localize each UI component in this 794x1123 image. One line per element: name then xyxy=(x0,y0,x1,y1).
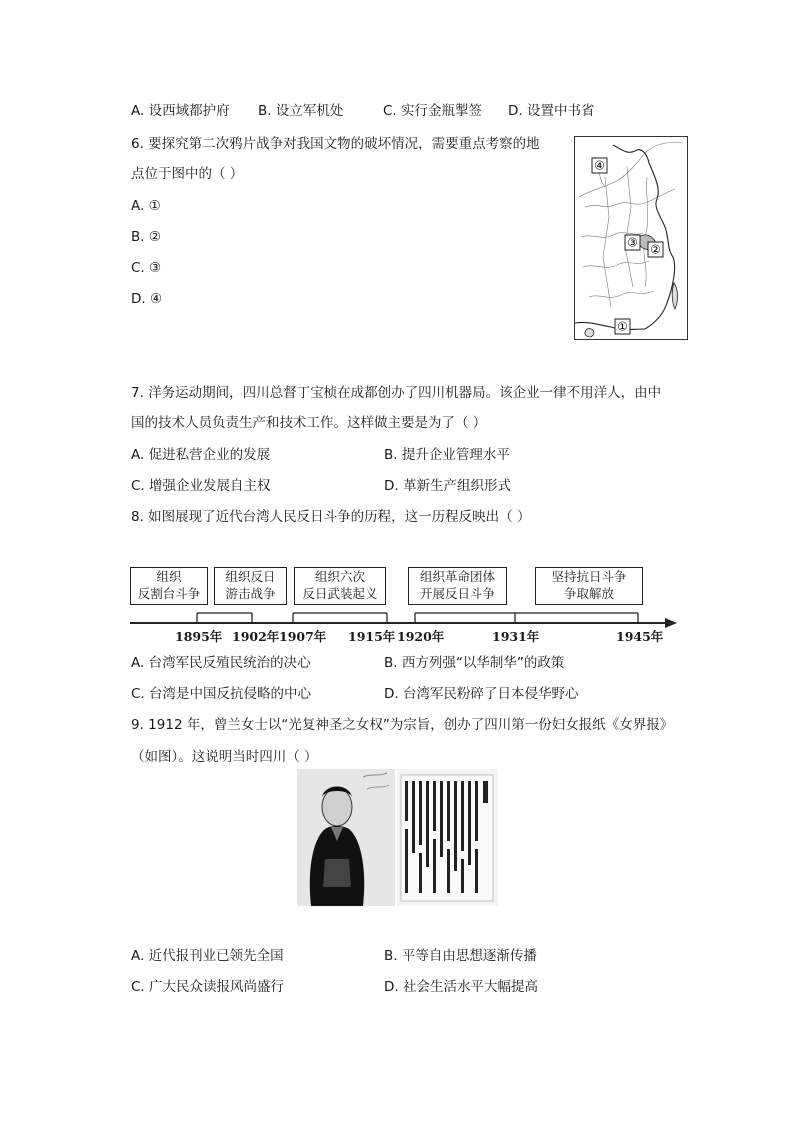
q7-stem-line2: 国的技术人员负责生产和技术工作。这样做主要是为了（ ） xyxy=(131,415,487,431)
china-map-figure xyxy=(574,136,688,340)
timeline-box-1-line1: 组织 xyxy=(156,569,182,584)
timeline-box-1-line2: 反割台斗争 xyxy=(137,586,201,601)
q9-option-a[interactable]: A. 近代报刊业已领先全国 xyxy=(131,948,284,964)
q8-option-b[interactable]: B. 西方列强“以华制华”的政策 xyxy=(384,655,565,671)
q9-stem-line1: 9. 1912 年，曾兰女士以“光复神圣之女权”为宗旨，创办了四川第一份妇女报纸《女界报》 xyxy=(131,717,674,733)
q5-option-d[interactable]: D. 设置中书省 xyxy=(508,103,595,119)
q7-option-b[interactable]: B. 提升企业管理水平 xyxy=(384,447,510,463)
q6-stem-line2: 点位于图中的（ ） xyxy=(131,166,244,182)
timeline-box-3-line2: 反日武装起义 xyxy=(302,586,378,601)
q8-option-a[interactable]: A. 台湾军民反殖民统治的决心 xyxy=(131,655,311,671)
timeline-year-1895: 1895年 xyxy=(175,629,223,644)
timeline-box-4-line2: 开展反日斗争 xyxy=(419,586,495,601)
q5-option-b[interactable]: B. 设立军机处 xyxy=(258,103,344,119)
q8-option-c[interactable]: C. 台湾是中国反抗侵略的中心 xyxy=(131,686,312,702)
q7-option-c[interactable]: C. 增强企业发展自主权 xyxy=(131,478,271,494)
q8-stem: 8. 如图展现了近代台湾人民反日斗争的历程，这一历程反映出（ ） xyxy=(131,509,531,525)
timeline-year-1902: 1902年 xyxy=(232,629,280,644)
q6-stem-line1: 6. 要探究第二次鸦片战争对我国文物的破坏情况，需要重点考察的地 xyxy=(131,136,540,152)
newspaper-photo xyxy=(297,769,498,906)
q5-option-c[interactable]: C. 实行金瓶掣签 xyxy=(383,103,483,119)
q5-option-a[interactable]: A. 设西域都护府 xyxy=(131,103,230,119)
q7-stem-line1: 7. 洋务运动期间，四川总督丁宝桢在成都创办了四川机器局。该企业一律不用洋人，由中 xyxy=(131,385,662,401)
timeline-box-2-line1: 组织反日 xyxy=(225,569,276,584)
timeline-box-3-line1: 组织六次 xyxy=(314,569,365,584)
map-marker-4: ④ xyxy=(594,158,605,173)
q8-option-d[interactable]: D. 台湾军民粉碎了日本侵华野心 xyxy=(384,686,579,702)
photo-drawing xyxy=(297,769,498,906)
timeline-box-5-line2: 争取解放 xyxy=(563,586,614,601)
timeline-box-5-line1: 坚持抗日斗争 xyxy=(551,569,627,584)
map-drawing xyxy=(575,137,687,339)
map-marker-2: ② xyxy=(650,242,661,257)
q9-option-b[interactable]: B. 平等自由思想逐渐传播 xyxy=(384,948,537,964)
timeline-year-1920: 1920年 xyxy=(397,629,445,644)
q9-stem-line2: （如图）。这说明当时四川（ ） xyxy=(131,749,318,765)
timeline-year-1907: 1907年 xyxy=(279,629,327,644)
timeline-year-1915: 1915年 xyxy=(348,629,396,644)
q9-option-c[interactable]: C. 广大民众读报风尚盛行 xyxy=(131,979,285,995)
q9-option-d[interactable]: D. 社会生活水平大幅提高 xyxy=(384,979,538,995)
timeline-box-4-line1: 组织革命团体 xyxy=(419,569,495,584)
q6-option-d[interactable]: D. ④ xyxy=(131,291,163,307)
q6-option-b[interactable]: B. ② xyxy=(131,229,161,245)
q6-option-c[interactable]: C. ③ xyxy=(131,260,162,276)
q7-option-a[interactable]: A. 促进私营企业的发展 xyxy=(131,447,271,463)
timeline-box-2-line2: 游击战争 xyxy=(225,586,276,601)
timeline-year-1945: 1945年 xyxy=(616,629,664,644)
q7-option-d[interactable]: D. 革新生产组织形式 xyxy=(384,478,511,494)
q6-option-a[interactable]: A. ① xyxy=(131,198,161,214)
map-marker-3: ③ xyxy=(627,235,638,250)
timeline-year-1931: 1931年 xyxy=(492,629,540,644)
map-marker-1: ① xyxy=(617,319,628,334)
